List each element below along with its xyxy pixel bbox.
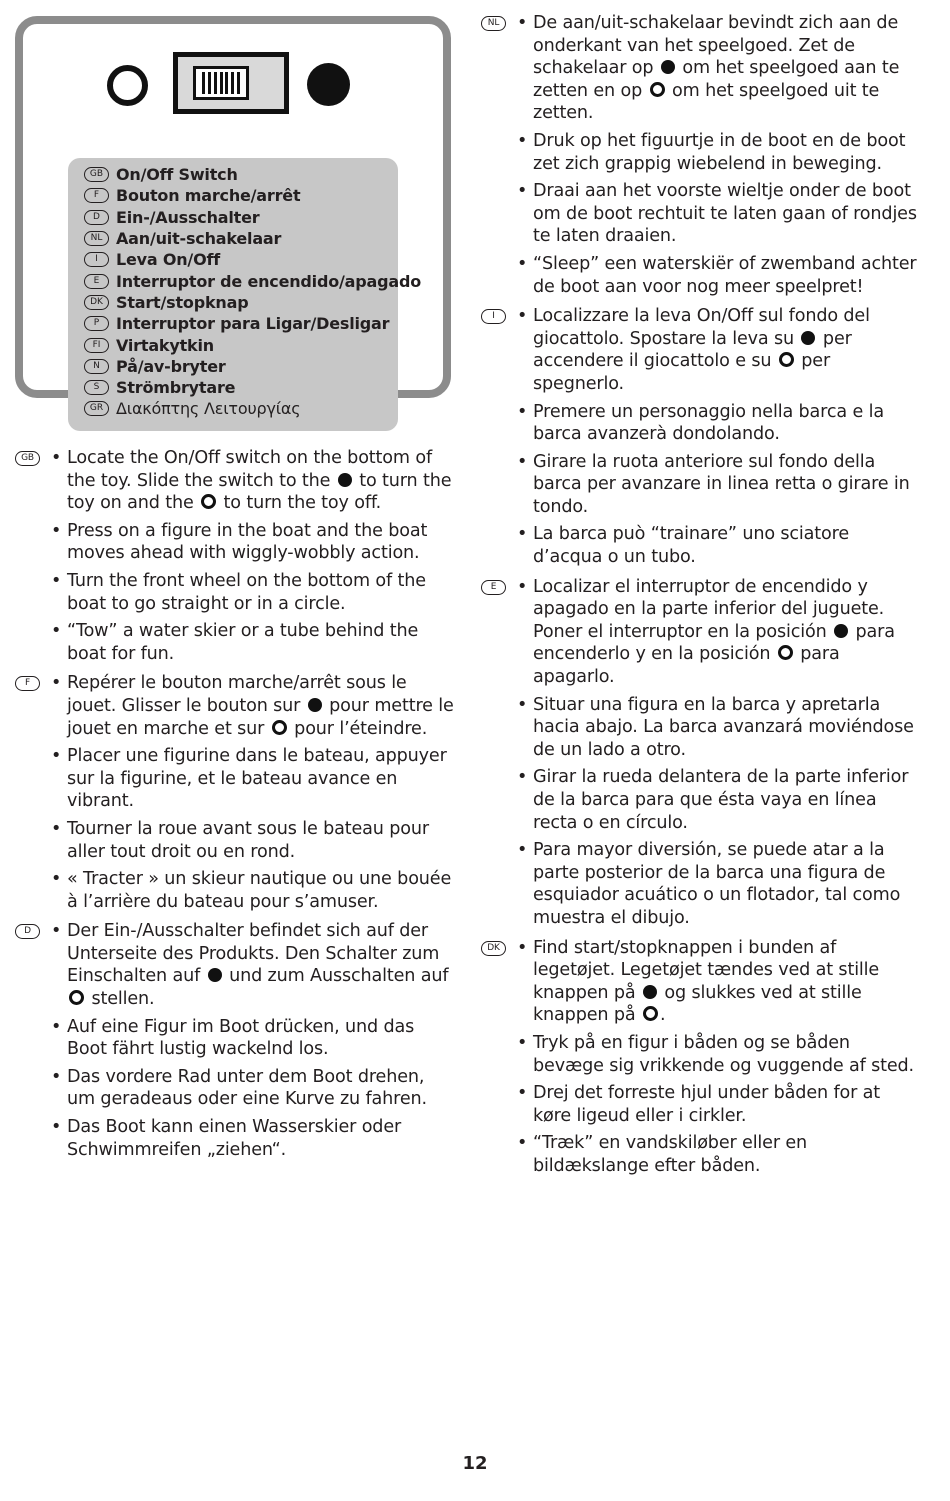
switch-illustration <box>107 52 352 117</box>
language-badge: NL <box>84 231 109 246</box>
language-badge: GB <box>84 167 109 182</box>
instruction-item <box>481 130 921 175</box>
instruction-text: . <box>659 1005 666 1026</box>
instruction-item <box>15 447 455 515</box>
legend-label: På/av-bryter <box>116 356 226 376</box>
off-position-ring-icon <box>107 65 148 106</box>
legend-row <box>84 313 398 334</box>
language-badge: P <box>84 316 109 331</box>
bullet: • <box>517 576 528 597</box>
language-legend <box>68 158 421 431</box>
bullet: • <box>517 401 528 422</box>
instruction-item <box>15 818 455 863</box>
instruction-item <box>481 451 921 519</box>
instruction-item <box>15 520 455 565</box>
bullet: • <box>517 694 528 715</box>
on-dot-icon <box>643 985 657 999</box>
legend-row <box>84 334 398 355</box>
section-e <box>481 576 921 930</box>
instruction-text: om het speelgoed uit te zetten. <box>533 80 880 124</box>
bullet: • <box>51 1016 62 1037</box>
section-gb <box>15 447 455 665</box>
instruction-text: Premere un personaggio nella barca e la barca avanzerà dondolando. <box>533 401 884 445</box>
instruction-item <box>15 1066 455 1111</box>
instruction-text: Locate the On/Off switch on the bottom of the toy. Slide the switch to the <box>67 448 433 491</box>
instruction-text: pour mettre le jouet en marche et sur <box>67 695 454 739</box>
bullet: • <box>51 621 62 642</box>
instruction-text: Turn the front wheel on the bottom of the boat to go straight or in a circle. <box>67 570 426 614</box>
off-ring-icon <box>272 720 287 735</box>
instruction-item <box>15 745 455 813</box>
instruction-text: per spegnerlo. <box>533 351 831 394</box>
legend-row <box>84 207 398 228</box>
legend-label: Strömbrytare <box>116 378 236 398</box>
legend-label: Interruptor para Ligar/Desligar <box>116 314 390 334</box>
bullet: • <box>51 1066 62 1087</box>
bullet: • <box>517 767 528 788</box>
instruction-item <box>481 766 921 834</box>
instruction-text: « Tracter » un skieur nautique ou une bouée à l’arrière du bateau pour s’amuser. <box>67 869 452 912</box>
instruction-item <box>481 839 921 929</box>
legend-label: Start/stopknap <box>116 292 249 312</box>
language-badge: DK <box>84 295 109 310</box>
instruction-text: per accendere il giocattolo e su <box>533 328 852 372</box>
instruction-text: Find start/stopknappen i bunden af legetøjet. Legetøjet tændes ved at stille knappen på <box>533 937 880 1003</box>
legend-row <box>84 292 398 313</box>
instruction-text: Girare la ruota anteriore sul fondo della barca per avanzare in linea retta o girare in tondo. <box>533 451 910 517</box>
bullet: • <box>51 570 62 591</box>
instruction-text: Girar la rueda delantera de la parte inferior de la barca para que ésta vaya en línea recta o en círculo. <box>533 767 909 833</box>
instruction-text: Auf eine Figur im Boot drücken, und das Boot fährt lustig wackelnd los. <box>67 1016 415 1060</box>
on-dot-icon <box>801 331 815 345</box>
instruction-item <box>481 1082 921 1127</box>
legend-label: Interruptor de encendido/apagado <box>116 271 421 291</box>
instruction-text: to turn the toy on and the <box>67 470 452 514</box>
instruction-item <box>481 694 921 762</box>
bullet: • <box>51 673 62 694</box>
language-badge: I <box>481 309 506 324</box>
legend-row <box>84 164 398 185</box>
instruction-text: Situar una figura en la barca y apretarla hacia abajo. La barca avanzará moviéndose de un lado a otro. <box>533 694 914 760</box>
bullet: • <box>517 937 528 958</box>
bullet: • <box>51 520 62 541</box>
off-ring-icon <box>69 990 84 1005</box>
instruction-text: Placer une figurine dans le bateau, appuyer sur la figurine, et le bateau avance en vibrant. <box>67 746 447 812</box>
bullet: • <box>517 306 528 327</box>
legend-label: Leva On/Off <box>116 250 221 270</box>
off-ring-icon <box>779 352 794 367</box>
instruction-text: Das Boot kann einen Wasserskier oder Schwimmreifen „ziehen“. <box>67 1117 402 1160</box>
left-column <box>15 447 455 1168</box>
bullet: • <box>51 746 62 767</box>
section-i <box>481 305 921 569</box>
on-dot-icon <box>308 698 322 712</box>
instruction-text: “Træk” en vandskiløber eller en bildækslange efter båden. <box>533 1133 808 1176</box>
legend-row <box>84 249 398 270</box>
bullet: • <box>517 840 528 861</box>
instruction-text: Das vordere Rad unter dem Boot drehen, um geradeaus oder eine Kurve zu fahren. <box>67 1066 427 1110</box>
language-badge: F <box>84 188 109 203</box>
section-f <box>15 672 455 913</box>
on-dot-icon <box>208 968 222 982</box>
instruction-text: og slukkes ved at stille knappen på <box>533 982 862 1026</box>
language-badge: I <box>84 252 109 267</box>
instruction-item <box>481 180 921 248</box>
instruction-text: Draai aan het voorste wieltje onder de boot om de boot rechtuit te laten gaan of rondjes te laten draaien. <box>533 181 917 247</box>
instruction-text: und zum Ausschalten auf <box>229 966 449 987</box>
language-badge: D <box>15 924 40 939</box>
bullet: • <box>51 818 62 839</box>
instruction-text: La barca può “trainare” uno sciatore d’acqua o un tubo. <box>533 524 850 568</box>
on-position-dot-icon <box>307 63 350 106</box>
instruction-text: De aan/uit-schakelaar bevindt zich aan de onderkant van het speelgoed. Zet de schakelaar op <box>533 13 899 79</box>
bullet: • <box>517 524 528 545</box>
instruction-text: Der Ein-/Ausschalter befindet sich auf der Unterseite des Produkts. Den Schalter zum Einschalten auf <box>67 921 440 987</box>
instruction-text: om het speelgoed aan te zetten en op <box>533 58 900 101</box>
instruction-text: pour l’éteindre. <box>294 718 428 739</box>
switch-body <box>173 52 289 114</box>
instruction-item <box>481 576 921 689</box>
on-dot-icon <box>338 473 352 487</box>
instruction-text: Press on a figure in the boat and the boat moves ahead with wiggly-wobbly action. <box>67 520 428 564</box>
instruction-item <box>15 868 455 913</box>
instruction-item <box>15 672 455 740</box>
instruction-text: Para mayor diversión, se puede atar a la parte posterior de la barca una figura de esquiador acuático o un flotador, tal como muestra el dibujo. <box>533 840 901 928</box>
legend-row <box>84 185 398 206</box>
legend-row <box>84 356 398 377</box>
instruction-item <box>481 401 921 446</box>
instruction-text: Druk op het figuurtje in de boot en de boot zet zich grappig wiebelend in beweging. <box>533 130 906 174</box>
bullet: • <box>517 130 528 151</box>
section-dk <box>481 937 921 1178</box>
off-ring-icon <box>778 645 793 660</box>
instruction-item <box>481 305 921 395</box>
language-badge: FI <box>84 338 109 353</box>
instruction-item <box>481 937 921 1027</box>
bullet: • <box>51 448 62 468</box>
instruction-item <box>15 570 455 615</box>
legend-label: Διακόπτης Λειτουργίας <box>116 399 301 419</box>
language-badge: GB <box>15 451 40 466</box>
bullet: • <box>517 1032 528 1053</box>
language-badge: D <box>84 210 109 225</box>
instruction-text: Localizar el interruptor de encendido y apagado en la parte inferior del juguete. Poner el interruptor en la posición <box>533 576 885 642</box>
bullet: • <box>517 1083 528 1104</box>
instruction-text: para encenderlo y en la posición <box>533 621 895 665</box>
instruction-item <box>481 253 921 298</box>
instruction-item <box>15 1116 455 1161</box>
switch-knob <box>193 66 249 100</box>
section-nl <box>481 12 921 298</box>
instruction-text: stellen. <box>91 989 155 1010</box>
legend-row <box>84 270 421 291</box>
legend-label: Bouton marche/arrêt <box>116 186 301 206</box>
bullet: • <box>51 1117 62 1138</box>
on-dot-icon <box>834 624 848 638</box>
language-badge: E <box>84 274 109 289</box>
bullet: • <box>51 869 62 890</box>
instruction-item <box>15 1016 455 1061</box>
section-d <box>15 920 455 1161</box>
instruction-text: Localizzare la leva On/Off sul fondo del giocattolo. Spostare la leva su <box>533 306 870 349</box>
language-badge: DK <box>481 941 506 956</box>
instruction-item <box>481 523 921 568</box>
page-number: 12 <box>462 1453 488 1474</box>
legend-label: Virtakytkin <box>116 335 214 355</box>
instruction-item <box>15 920 455 1010</box>
instruction-item <box>481 1132 921 1177</box>
legend-label: Ein-/Ausschalter <box>116 207 260 227</box>
bullet: • <box>517 253 528 274</box>
language-badge: N <box>84 359 109 374</box>
bullet: • <box>517 1133 528 1154</box>
language-badge: F <box>15 676 40 691</box>
instruction-text: Drej det forreste hjul under båden for at køre ligeud eller i cirkler. <box>533 1083 881 1126</box>
instruction-item <box>15 620 455 665</box>
instruction-text: “Sleep” een waterskiër of zwemband achter de boot aan voor nog meer speelpret! <box>533 253 917 297</box>
instruction-text: to turn the toy off. <box>223 493 382 514</box>
off-ring-icon <box>643 1006 658 1021</box>
instruction-text: Tourner la roue avant sous le bateau pour aller tout droit ou en rond. <box>67 818 429 862</box>
off-ring-icon <box>650 82 665 97</box>
bullet: • <box>517 181 528 202</box>
off-ring-icon <box>201 494 216 509</box>
legend-row <box>84 398 398 419</box>
legend-label: On/Off Switch <box>116 165 238 185</box>
legend-row <box>84 377 398 398</box>
instruction-item <box>481 1032 921 1077</box>
instruction-text: para apagarlo. <box>533 644 840 688</box>
bullet: • <box>517 13 528 33</box>
bullet: • <box>517 451 528 472</box>
language-badge: S <box>84 380 109 395</box>
instruction-item <box>481 12 921 125</box>
bullet: • <box>51 921 62 942</box>
on-dot-icon <box>661 60 675 74</box>
legend-label: Aan/uit-schakelaar <box>116 229 282 249</box>
legend-row <box>84 228 398 249</box>
right-column <box>481 12 921 1185</box>
instruction-text: “Tow” a water skier or a tube behind the boat for fun. <box>67 621 419 664</box>
instruction-text: Tryk på en figur i båden og se båden bevæge sig vrikkende og vuggende af sted. <box>533 1032 914 1076</box>
language-badge: NL <box>481 16 506 31</box>
language-badge: GR <box>84 401 109 416</box>
instruction-text: Repérer le bouton marche/arrêt sous le jouet. Glisser le bouton sur <box>67 673 407 716</box>
language-badge: E <box>481 580 506 595</box>
